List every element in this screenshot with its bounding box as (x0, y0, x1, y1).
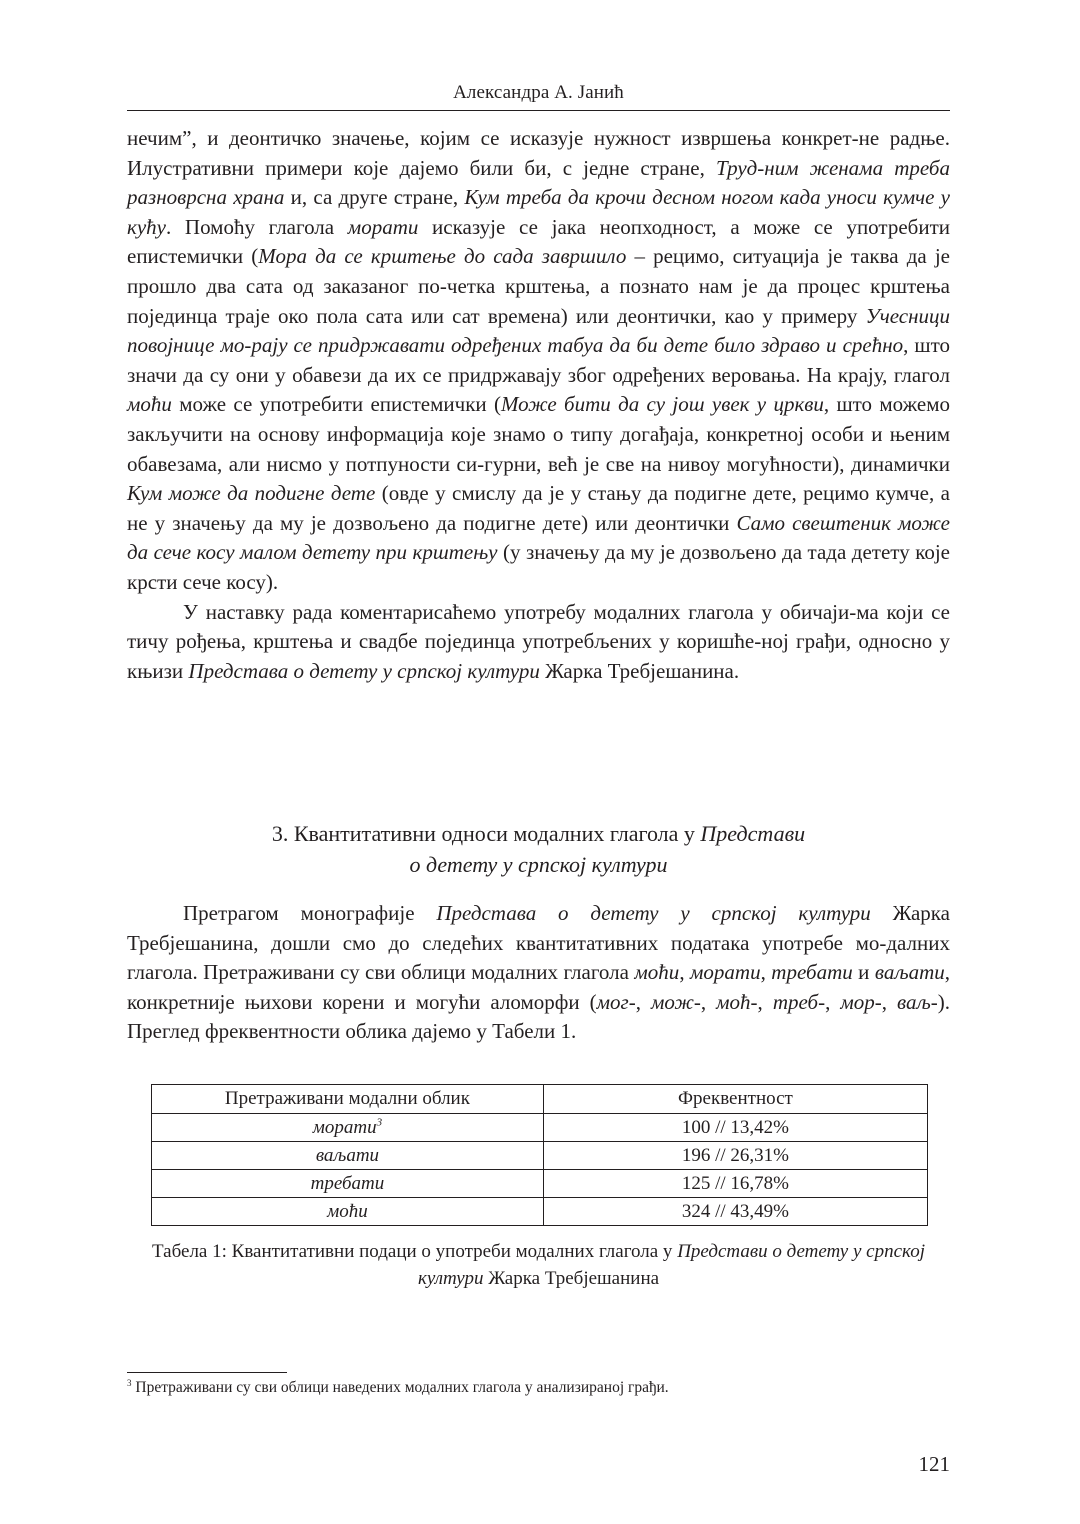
table-cell-frequency: 324 // 43,49% (543, 1198, 927, 1226)
frequency-table (151, 1084, 928, 1226)
column-header-form: Претраживани модални облик (152, 1085, 544, 1114)
running-head: Александра А. Јанић (453, 82, 624, 103)
body-text-section-3 (127, 899, 950, 1047)
section-heading (127, 818, 950, 880)
table-cell-form: моћи (152, 1198, 544, 1226)
table-row (152, 1114, 928, 1142)
footnote-number: 3 (127, 1377, 132, 1388)
table-cell-form: требати (152, 1170, 544, 1198)
paragraph-2: У наставку рада коментарисаћемо употребу модалних глагола у обичаји-ма који се тичу рођења, крштења и свадбе појединца употребљених у коришће-ној грађи, односно у књизи Представа о детету у српској култури Жарка Требјешанина. (127, 599, 950, 683)
table-header-row (152, 1085, 928, 1114)
footnote-text: Претраживани су сви облици наведених модалних глагола у анализираној грађи. (135, 1379, 669, 1396)
header-rule (127, 110, 950, 111)
column-header-frequency: Фреквентност (543, 1085, 927, 1114)
table-cell-form: морати$^3$ (152, 1114, 544, 1142)
table-cell-form: ваљати (152, 1142, 544, 1170)
section-heading-text: 3. Квантитативни односи модалних глагола у (271, 821, 701, 846)
table-cell-frequency: 196 // 26,31% (543, 1142, 927, 1170)
section-heading-italic-1: Представи (700, 821, 806, 846)
section-heading-italic-2: о детету у српској култури (409, 852, 668, 877)
page-number: 121 (918, 1452, 950, 1476)
paragraph-3: Претрагом монографије Представа о детету у српској култури Жарка Требјешанина, дошли смо до следећих квантитативних података употребе мо-далних глагола. Претраживани су сви облици модалних глагола моћи, морати, требати и ваљати, конкретније њихови корени и могући аломорфи (мог-, мож-, моћ-, треб-, мор-, ваљ-). Преглед фреквентности облика дајемо у Табели 1. (127, 901, 951, 1044)
table-cell-frequency: 100 // 13,42% (543, 1114, 927, 1142)
footnote (127, 1378, 950, 1398)
footnote-ref[interactable]: 3 (376, 1116, 383, 1129)
table-caption: Табела 1: Квантитативни подаци о употреби модалних глагола у Представи о детету у српској култури Жарка Требјешанина (152, 1241, 925, 1289)
footnote-rule (127, 1372, 287, 1373)
paragraph-1: нечим”, и деонтичко значење, којим се исказује нужност извршења конкрет-не радње. Илустративни примери које дајемо били би, с једне стране, Труд-ним женама треба разноврсна храна и, са друге стране, Кум треба да крочи десном ногом када уноси кумче у кућу. Помоћу глагола морати исказује се јака неопходност, а може се употребити епистемички (Мора да се крштење до сада завршило – рецимо, ситуација је таква да је прошло два сата од заказаног по-четка крштења, а познато нам је да процес крштења појединца траје око пола сата или сат времена) или деонтички, као у примеру Учесници повојнице мо-рају се придржавати одређених табуа да би дете било здраво и срећно, што значи да су они у обавези да их се придржавају због одређених веровања. На крају, глагол моћи може се употребити епистемички (Може бити да су још увек у цркви, што можемо закључити на основу информација које знамо о типу догађаја, конкретној особи и њеним обавезама, али нисмо у потпуности си-гурни, већ је све на нивоу могућности), динамички Кум може да подигне дете (овде у смислу да је у стању да подигне дете, рецимо кумче, а не у значењу да му је дозвољено да подигне дете) или деонтички Само свештеник може да сече косу малом детету при крштењу (у значењу да му је дозвољено да тада детету које крсти сече косу). (127, 126, 950, 594)
body-text (127, 124, 950, 686)
table-row (152, 1170, 928, 1198)
table-cell-frequency: 125 // 16,78% (543, 1170, 927, 1198)
table-row (152, 1198, 928, 1226)
table-row (152, 1142, 928, 1170)
